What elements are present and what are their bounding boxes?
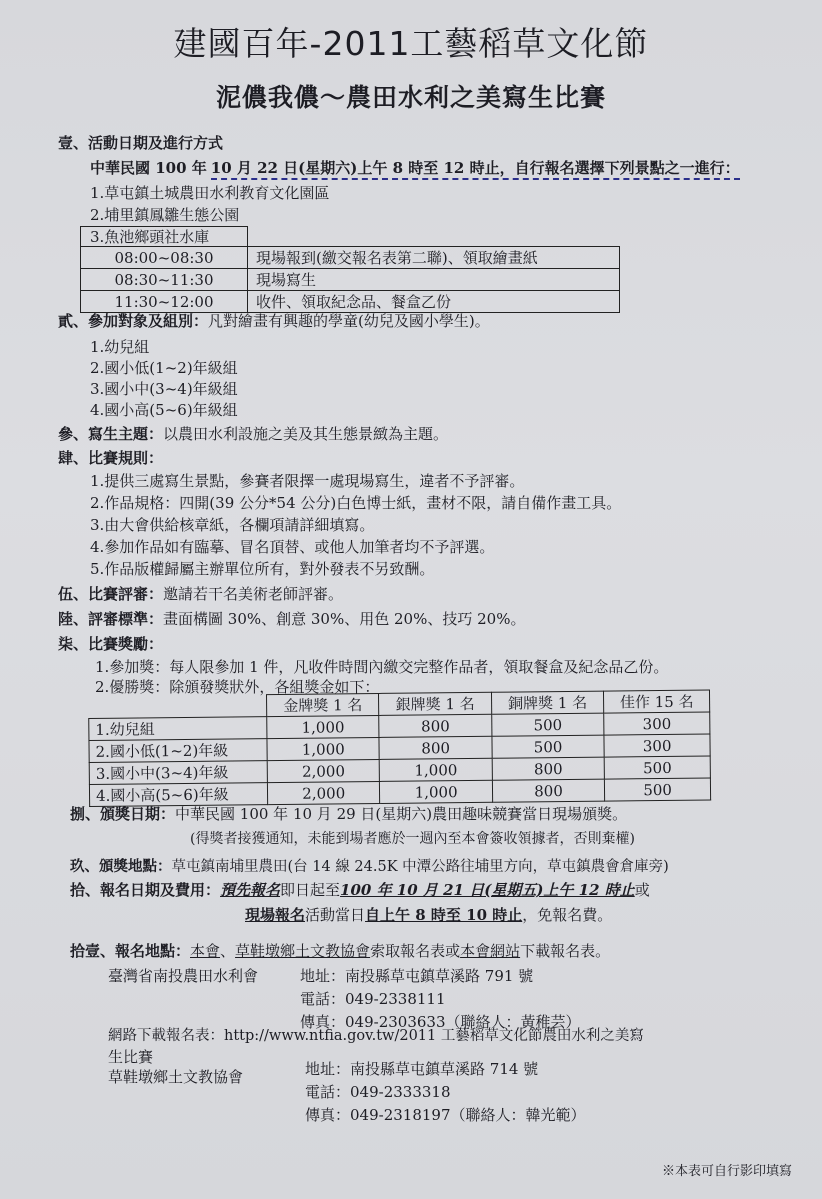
footer-note: ※本表可自行影印填寫 <box>661 1164 792 1179</box>
prize-gold: 1,000 <box>267 715 380 738</box>
section-3-text: 以農田水利設施之美及其生態景緻為主題。 <box>163 425 449 443</box>
section-1-heading: 壹、活動日期及進行方式 <box>58 134 224 152</box>
winning-prize: 2.優勝獎：除頒發獎狀外，各組獎金如下： <box>95 678 380 696</box>
section-6 <box>58 608 525 629</box>
prize-gold: 2,000 <box>267 781 380 804</box>
org-1-phone: 電話：049-2338111 <box>300 990 446 1008</box>
prize-bronze: 800 <box>492 757 605 780</box>
section-2 <box>58 310 490 331</box>
section-7-heading: 柒、比賽獎勵： <box>58 635 164 653</box>
prize-group: 3.國小中(3~4)年級 <box>89 761 267 785</box>
site-item: 3.魚池鄉頭社水庫 <box>90 228 210 246</box>
pre-registration-deadline: 100 年 10 月 21 日(星期五)上午 12 時止 <box>340 881 635 899</box>
section-5 <box>58 583 343 604</box>
org-2-fax: 傳真：049-2318197（聯絡人：韓光範） <box>305 1106 586 1124</box>
schedule-item: 現場報到(繳交報名表第二聯)、領取繪畫紙 <box>248 247 620 269</box>
onsite-registration-day: 活動當日 <box>305 906 366 924</box>
org-1-address: 地址：南投縣草屯鎮草溪路 791 號 <box>300 967 534 985</box>
section-8-heading: 捌、頒獎日期： <box>70 805 176 823</box>
section-6-text: 畫面構圖 30%、創意 30%、用色 20%、技巧 20%。 <box>163 610 526 628</box>
prize-header-cell: 銅牌獎 1 名 <box>491 691 604 714</box>
prize-group: 4.國小高(5~6)年級 <box>89 783 267 807</box>
onsite-registration-fee: ，免報名費。 <box>522 906 613 924</box>
section-2-text: 凡對繪畫有興趣的學童(幼兒及國小學生)。 <box>208 312 490 330</box>
rule-item: 4.參加作品如有臨摹、冒名頂替、或他人加筆者均不予評選。 <box>90 538 495 556</box>
group-item: 1.幼兒組 <box>90 338 150 356</box>
section-8-note: (得獎者接獲通知，未能到場者應於一週內至本會簽收領據者，否則棄權) <box>190 831 635 847</box>
section-3 <box>58 423 448 444</box>
prize-gold: 2,000 <box>267 759 380 782</box>
reg-place-association: 草鞋墩鄉土文教協會 <box>235 942 371 960</box>
prize-merit: 500 <box>604 756 710 779</box>
reg-place-text: 索取報名表或 <box>370 942 461 960</box>
event-date-prefix: 中華民國 100 年 <box>90 159 207 177</box>
org-1-name: 臺灣省南投農田水利會 <box>108 967 259 985</box>
schedule-table <box>80 226 620 247</box>
event-date-time-text: 10 月 22 日(星期六)上午 8 時至 12 時止 <box>210 159 500 177</box>
table-row <box>81 227 621 247</box>
pre-registration-label: 預先報名 <box>220 881 281 899</box>
pre-registration-or: 或 <box>634 881 650 899</box>
reg-place-sep: 、 <box>220 942 236 960</box>
onsite-registration-time: 自上午 8 時至 10 時止 <box>365 906 523 924</box>
org-1-fax: 傳真：049-2303633（聯絡人：黃稚芸） <box>300 1013 581 1031</box>
section-10-line-1 <box>70 879 650 900</box>
org-2-phone: 電話：049-2333318 <box>305 1083 451 1101</box>
prize-bronze: 500 <box>492 735 605 758</box>
schedule-item: 收件、領取紀念品、餐盒乙份 <box>248 291 620 313</box>
prize-bronze: 500 <box>492 713 605 736</box>
onsite-registration-label: 現場報名 <box>245 906 306 924</box>
group-item: 2.國小低(1~2)年級組 <box>90 359 238 377</box>
prize-merit: 300 <box>604 712 710 735</box>
org-2-address: 地址：南投縣草屯鎮草溪路 714 號 <box>305 1060 539 1078</box>
rule-item: 2.作品規格：四開(39 公分*54 公分)白色博士紙，畫材不限，請自備作畫工具。 <box>90 494 622 512</box>
section-11-heading: 拾壹、報名地點： <box>70 942 191 960</box>
schedule-time: 11:30~12:00 <box>81 291 248 313</box>
participation-prize: 1.參加獎：每人限參加 1 件，凡收件時間內繳交完整作品者，領取餐盒及紀念品乙份。 <box>95 658 669 676</box>
section-8-text: 中華民國 100 年 10 月 29 日(星期六)農田趣味競賽當日現場頒獎。 <box>175 805 628 823</box>
group-item: 3.國小中(3~4)年級組 <box>90 380 238 398</box>
org-2-name: 草鞋墩鄉土文教協會 <box>108 1068 244 1086</box>
prize-merit: 300 <box>604 734 710 757</box>
section-5-heading: 伍、比賽評審： <box>58 585 164 603</box>
event-date-time <box>211 159 740 180</box>
section-10-heading: 拾、報名日期及費用： <box>70 881 221 899</box>
prize-table <box>88 689 711 807</box>
download-url-line-2: 生比賽 <box>108 1048 154 1066</box>
prize-silver: 800 <box>379 714 492 737</box>
section-8 <box>70 803 627 824</box>
schedule-table-body <box>80 246 620 313</box>
prize-gold: 1,000 <box>267 737 380 760</box>
site-item: 1.草屯鎮土城農田水利教育文化園區 <box>90 184 330 202</box>
section-6-heading: 陸、評審標準： <box>58 610 164 628</box>
table-row <box>81 247 620 269</box>
rule-item: 1.提供三處寫生景點，參賽者限擇一處現場寫生，違者不予評審。 <box>90 472 525 490</box>
prize-header-cell: 金牌獎 1 名 <box>266 693 379 716</box>
pre-registration-from: 即日起至 <box>280 881 341 899</box>
prize-header-cell: 佳作 15 名 <box>604 690 710 713</box>
prize-header-cell <box>89 695 267 719</box>
reg-place-office: 本會 <box>190 942 221 960</box>
prize-silver: 1,000 <box>380 758 493 781</box>
section-2-heading: 貳、參加對象及組別： <box>58 312 209 330</box>
event-date-line <box>90 157 740 178</box>
prize-group: 2.國小低(1~2)年級 <box>89 739 267 763</box>
section-4-heading: 肆、比賽規則： <box>58 449 164 467</box>
rule-item: 3.由大會供給核章紙，各欄項請詳細填寫。 <box>90 516 375 534</box>
table-row <box>81 269 620 291</box>
schedule-time: 08:00~08:30 <box>81 247 248 269</box>
schedule-time: 08:30~11:30 <box>81 269 248 291</box>
prize-header-cell: 銀牌獎 1 名 <box>379 692 492 715</box>
document-subtitle: 泥儂我儂～農田水利之美寫生比賽 <box>215 83 606 112</box>
section-9 <box>70 855 669 876</box>
section-5-text: 邀請若干名美術老師評審。 <box>163 585 344 603</box>
section-9-heading: 玖、頒獎地點： <box>70 858 172 875</box>
reg-place-website: 本會網站 <box>460 942 521 960</box>
reg-place-download: 下載報名表。 <box>520 942 611 960</box>
prize-silver: 800 <box>379 736 492 759</box>
site-item: 2.埔里鎮鳳雛生態公園 <box>90 206 240 224</box>
prize-bronze: 800 <box>492 779 605 802</box>
prize-group: 1.幼兒組 <box>89 717 267 741</box>
prize-merit: 500 <box>605 778 711 801</box>
section-10-line-2 <box>245 904 612 925</box>
document-title: 建國百年-2011工藝稻草文化節 <box>173 24 649 63</box>
prize-silver: 1,000 <box>380 780 493 803</box>
event-date-suffix: ，自行報名選擇下列景點之一進行： <box>499 159 740 177</box>
schedule-item: 現場寫生 <box>248 269 620 291</box>
group-item: 4.國小高(5~6)年級組 <box>90 401 238 419</box>
rule-item: 5.作品版權歸屬主辦單位所有，對外發表不另致酬。 <box>90 560 435 578</box>
section-11-line <box>70 940 610 961</box>
section-9-text: 草屯鎮南埔里農田(台 14 線 24.5K 中潭公路往埔里方向，草屯鎮農會倉庫旁) <box>171 859 669 875</box>
section-3-heading: 參、寫生主題： <box>58 425 164 443</box>
download-url-line: 網路下載報名表：http://www.ntfia.gov.tw/2011 工藝稻草文化節農田水利之美寫 <box>108 1028 644 1044</box>
